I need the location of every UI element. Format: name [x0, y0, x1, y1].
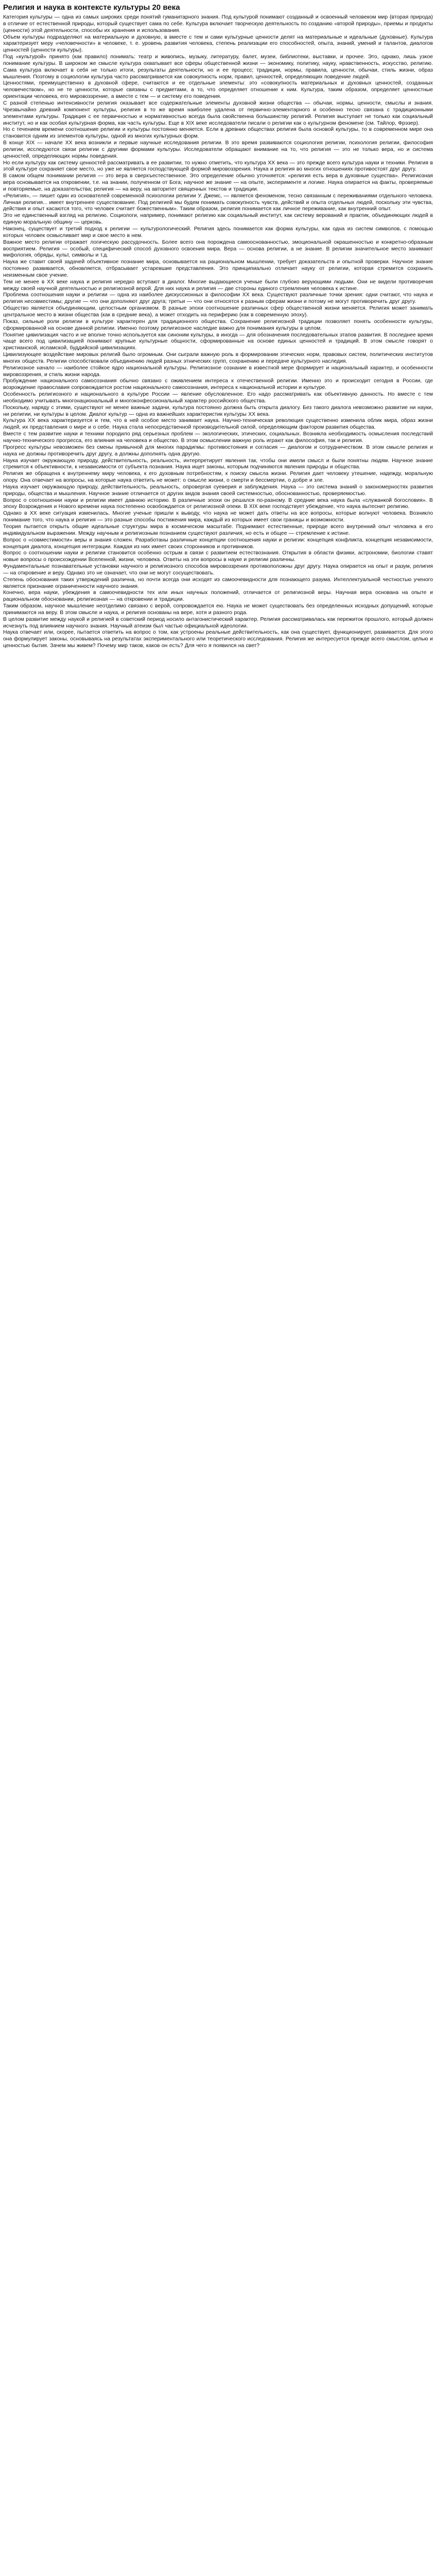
paragraph: Но с течением времени соотношение религии и культуры постоянно меняется. Если в древних обществах религия была основой культуры, то в современном мире она становится одним из элементов культуры, одной из многих культурных форм.	[3, 127, 433, 140]
paragraph: Пробуждение национального самосознания обычно связано с оживлением интереса к отечественной религии. Именно это и происходит сегодня в России, где возрождение православия сопровождается ростом национального самосознания, интереса к национальной истории и культуре.	[3, 378, 433, 391]
paragraph: Религиозное начало — наиболее стойкое ядро национальной культуры. Религиозное сознание в известной мере формирует и национальный характер, и особенности мировоззрения, и стиль жизни народа.	[3, 365, 433, 378]
paragraph: Таким образом, научное мышление неотделимо связано с верой, сопровождается ею. Наука не может существовать без определенных исходных допущений, которые принимаются на веру. В этом смысле и наука, и религия основаны на вере, хотя и разного рода.	[3, 603, 433, 616]
page-title: Религия и наука в контексте культуры 20 века	[3, 3, 180, 12]
paragraph: Фундаментальные познавательные установки научного и религиозного способов мировоззрения противоположны друг другу. Наука опирается на опыт и разум, религия — на откровение и веру. Однако это не означает, что они не могут сосуществовать.	[3, 564, 433, 576]
paragraph: «Религия», — пишет один из основателей современной психологии религии У. Джемс, — является феноменом, тесно связанным с переживаниями отдельного человека. Личная религия... имеет внутреннее существование. Под религией мы будем понимать совокупность чувств, действий и опыта отдельных людей, поскольку эти чувства, действия и опыт касаются того, что человек считает божественным». Таким образом, религия понимается как личное переживание, как внутренний опыт.	[3, 193, 433, 212]
paragraph: В конце XIX — начале XX века возникли и первые научные исследования религии. В это время развиваются социология религии, психология религии, философия религии, исследуются связи религии с другими формами культуры. Исследователи обращают внимание на то, что религия — это не только вера, но и система ценностей, определяющих нормы поведения.	[3, 140, 433, 159]
paragraph: С разной степенью интенсивности религия оказывает все содержательные элементы духовной жизни общества — обычаи, нормы, ценности, смыслы и знания. Чрезвычайно древний компонент культуры, религия в то же время наиболее удалена от первично-элементарного и особенно тесно связана с традиционными элементами культуры. Традиция с ее первичностью и нормативностью всегда была свойственна большинству религий. Религия выступает не только как социальный институт, но и как особая культурная форма, как часть культуры. Еще в XIX веке исследователи писали о религии как о культурном феномене (см. Тайлор, Фрэзер).	[3, 100, 433, 126]
paragraph: Степень обоснования таких утверждений различна, но почти всегда они исходят из самоочевидности для познающего разума. Интеллектуальной честностью ученого является признание ограниченности научного знания.	[3, 577, 433, 589]
paragraph: Цивилизующее воздействие мировых религий было огромным. Они сыграли важную роль в формировании этических норм, правовых систем, политических институтов многих обществ. Религии способствовали объединению людей разных этнических групп, сохранению и передаче культурного наследия.	[3, 352, 433, 364]
paragraph: Наука отвечает или, скорее, пытается ответить на вопрос о том, как устроены реальные действительность, как она существует, функционирует, развивается. Для этого она формулирует законы, основываясь на результатах экспериментального или теоретического исследования. Религия же интересуется прежде всего смыслом, целью и ценностью бытия. Зачем мы живем? Почему мир таков, каков он есть? Для чего я появился на свет?	[3, 630, 433, 649]
paragraph: Тем не менее в XX веке наука и религия нередко вступают в диалог. Многие выдающиеся ученые были глубоко верующими людьми. Они не видели противоречия между своей научной деятельностью и религиозной верой. Для них наука и религия — две стороны единого стремления человека к истине.	[3, 279, 433, 292]
paragraph: В целом развитие между наукой и религией в советский период носило антагонистический характер. Религия рассматривалась как пережиток прошлого, который должен исчезнуть под влиянием научного знания. Научный атеизм был частью официальной идеологии.	[3, 616, 433, 629]
paragraph: Наука же ставит своей задачей объективное познание мира, основывается на рациональном мышлении, требует доказательств и опытной проверки. Научное знание постоянно развивается, обновляется, отбрасывает устаревшие представления. Это принципиально отличает науку от религии, которая стремится сохранить неизменным свое учение.	[3, 259, 433, 278]
paragraph: Особенность религиозного и национального в культуре России — явление обусловленное. Его надо рассматривать как объективную данность. Но вместе с тем необходимо учитывать многонациональный и многоконфессиональный характер российского общества.	[3, 392, 433, 404]
article	[0, 0, 436, 650]
paragraph: Категория культуры — одна из самых широких среди понятий гуманитарного знания. Под культурой понимают созданный и освоенный человеком мир (вторая природа) в отличие от естественной природы, который существует сама по себе. Культура включает творческую деятельность по созданию «второй природы», приемы и продукты (ценности) этой деятельности, способы их хранения и использования.	[3, 14, 433, 33]
paragraph: Теория пытается открыть общие идеальные структуры мира в космическом масштабе. Поднимают естественные, природе всего внутренний опыт человека в его индивидуальном выражении. Между научным и религиозным познанием существуют различия, но есть и общее — стремление к истине.	[3, 523, 433, 536]
paragraph: Поскольку, наряду с этими, существуют не менее важные задачи, культура постоянно должна быть открыта диалогу. Без такого диалога невозможно развитие ни науки, ни религии, ни культуры в целом. Диалог культур — одна из важнейших характеристик культуры XX века.	[3, 404, 433, 417]
paragraph: В самом общем понимании религия — это вера в сверхъестественное. Это определение обычно уточняется: «религия есть вера в духовные существа». Религиозная вера основывается на откровении, т.е. на знании, полученном от Бога; научное же знание — на опыте, эксперименте и логике. Наука опирается на факты, проверяемые и повторяемые, на доказательства; религия — на веру, на авторитет священных текстов и традиции.	[3, 173, 433, 192]
paragraph: Наконец, существует и третий подход к религии — культурологический. Религия здесь понимается как форма культуры, как одна из систем символов, с помощью которых человек осмысливает мир и свое место в нем.	[3, 226, 433, 239]
paragraph: Вопрос о соотношении науки и религии становится особенно острым в связи с развитием естествознания. Открытия в области физики, астрономии, биологии ставят новые вопросы о происхождении Вселенной, жизни, человека. Ответы на эти вопросы в науке и религии различны.	[3, 550, 433, 563]
paragraph: Объем культуры подразделяют на материальную и духовную, в вместе с тем и сами культурные ценности делят на материальные и идеальные (духовные). Культура характеризует меру «человечности» в человеке, т. е. уровень развития человека, степень реализации его способностей, опыта, знаний, умений и талантов, диалогов ценностей (ценности культуры).	[3, 34, 433, 54]
paragraph: Наука изучает окружающую природу, действительность, реальность, интерпретирует явления так, чтобы они имели смысл и были понятны людям. Научное знание стремится к объективности, к независимости от субъекта познания. Наука ищет законы, которым подчиняются явления природы и общества.	[3, 457, 433, 470]
paragraph: Прогресс культуры невозможен без смены привычной для многих парадигмы: противостояния и согласия — диалогом и сотрудничеством. В этом смысле религия и наука не должны противоречить друг другу, а должны дополнять одна другую.	[3, 444, 433, 457]
paragraph: Но если культуру как систему ценностей рассматривать в ее развитии, то нужно отметить, что культура XX века — это прежде всего культура науки и техники. Религия в этой культуре сохраняет свое место, но уже не является господствующей формой мировоззрения. Наука и религия во многих отношениях противостоят друг другу.	[3, 160, 433, 173]
paragraph: Ценностями, преимущественно в духовной сфере, считаются и ее отдельные элементы: это «совокупность материальных и духовных ценностей, созданных человечеством», но не те ценности, которые связаны с предметами, а то, что определяет отношение к ним. Культура, таким образом, определяет ценностные ориентации человека, его мировоззрение, а вместе с тем — и систему его поведения.	[3, 80, 433, 100]
paragraph: Вместе с тем развитие науки и техники породило ряд серьезных проблем — экологических, этических, социальных. Возникла необходимость осмысления последствий научно-технического прогресса, его влияния на человека и общество. В этом осмыслении важную роль играют как философия, так и религия.	[3, 431, 433, 444]
paragraph: Вопрос о «совместимости» веры и знания сложен. Разработаны различные концепции соотношения науки и религии: концепция конфликта, концепция независимости, концепция диалога, концепция интеграции. Каждая из них имеет своих сторонников и противников.	[3, 537, 433, 550]
paragraph: Общество является объединяющим, целостным организмом. В разные эпохи соотношение различных сфер общественной жизни меняется. Религия может занимать центральное место в жизни общества (как в средние века), а может отходить на периферию (как в современную эпоху).	[3, 306, 433, 318]
paragraph: Вопрос о соотношении науки и религии имеет давнюю историю. В различные эпохи он решался по-разному. В средние века наука была «служанкой богословия». В эпоху Возрождения и Нового времени наука постепенно освобождается от религиозной опеки. В XIX веке господствует убеждение, что наука вытеснит религию.	[3, 497, 433, 510]
paragraph: Однако в XX веке ситуация изменилась. Многие ученые пришли к выводу, что наука не может дать ответы на все вопросы, которые волнуют человека. Возникло понимание того, что наука и религия — это разные способы постижения мира, каждый из которых имеет свои границы и возможности.	[3, 511, 433, 523]
paragraph: Проблема соотношения науки и религии — одна из наиболее дискуссионных в философии XX века. Существуют различные точки зрения: одни считают, что наука и религия несовместимы; другие — что они дополняют друг друга; третьи — что они относятся к разным сферам жизни и потому не могут противоречить друг другу.	[3, 292, 433, 305]
paragraph: Это не единственный взгляд на религию. Социологи, например, понимают религию как социальный институт, как систему верований и практик, объединяющих людей в единую моральную общину — церковь.	[3, 213, 433, 226]
paragraph: Культура XX века характеризуется и тем, что в ней особое место занимает наука. Научно-техническая революция существенно изменила облик мира, образ жизни людей, их представления о мире и о себе. Наука стала непосредственной производительной силой, определяющим фактором развития общества.	[3, 418, 433, 431]
article-body	[3, 14, 433, 650]
paragraph: Конечно, вера науки, убеждения в самоочевидности тех или иных научных положений, отличается от религиозной веры. Научная вера основана на опыте и рациональном обосновании, религиозная — на откровении и традиции.	[3, 590, 433, 603]
paragraph: Наука изучает окружающую природу, действительность, реальность, опровергая суеверия и заблуждения. Наука — это система знаний о закономерностях развития природы, общества и мышления. Научное знание отличается от других видов знания своей системностью, обоснованностью, проверяемостью.	[3, 484, 433, 497]
paragraph: Важное место религии отражает логическую рассудочность. Более всего она порождена самооснованностью, эмоциональной окрашенностью и конкретно-образным восприятием. Религия — особый, специфический способ духовного освоения мира. Вера — основа религии, а не знание. В религии значительное место занимают мифология, обряды, культ, символы и т.д.	[3, 239, 433, 259]
paragraph: Под «культурой» принято (как правило) понимать: театр и живопись, музыку, литературу, балет, музеи, библиотеки, выставки, и прочее. Это, однако, лишь узкое понимание культуры. В широком же смысле культура охватывает все сферы общественной жизни — экономику, политику, науку, нравственность, искусство, религию. Сама культура включает в себя не только итоги, результаты деятельности, но и ее процесс; традиции, нормы, правила, ценности, обычаи, стиль жизни, образ мышления. Поэтому в социологии культура часто рассматривается как совокупность норм, правил, ценностей, определяющих поведение людей.	[3, 54, 433, 80]
paragraph: Понятие цивилизация часто и не вполне точно используется как синоним культуры, в иногда — для обозначения последовательных этапов развития. В последнее время чаще всего под цивилизацией понимают крупные культурные общности, сформированные на основе единых ценностей и традиций. В этом смысле говорят о христианской, исламской, буддийской цивилизациях.	[3, 332, 433, 351]
paragraph: Религия же обращена к внутреннему миру человека, к его духовным потребностям, к поиску смысла жизни. Религия дает человеку утешение, надежду, моральную опору. Она отвечает на вопросы, на которые наука ответить не может: о смысле жизни, о смерти и бессмертии, о добре и зле.	[3, 471, 433, 484]
paragraph: Показ, сильные роли религии в культуре характерен для традиционного общества. Сохранение религиозной традиции позволяет понять особенности культуры, сформированной на основе данной религии. Именно поэтому религиозное наследие важно для понимания культуры в целом.	[3, 318, 433, 331]
